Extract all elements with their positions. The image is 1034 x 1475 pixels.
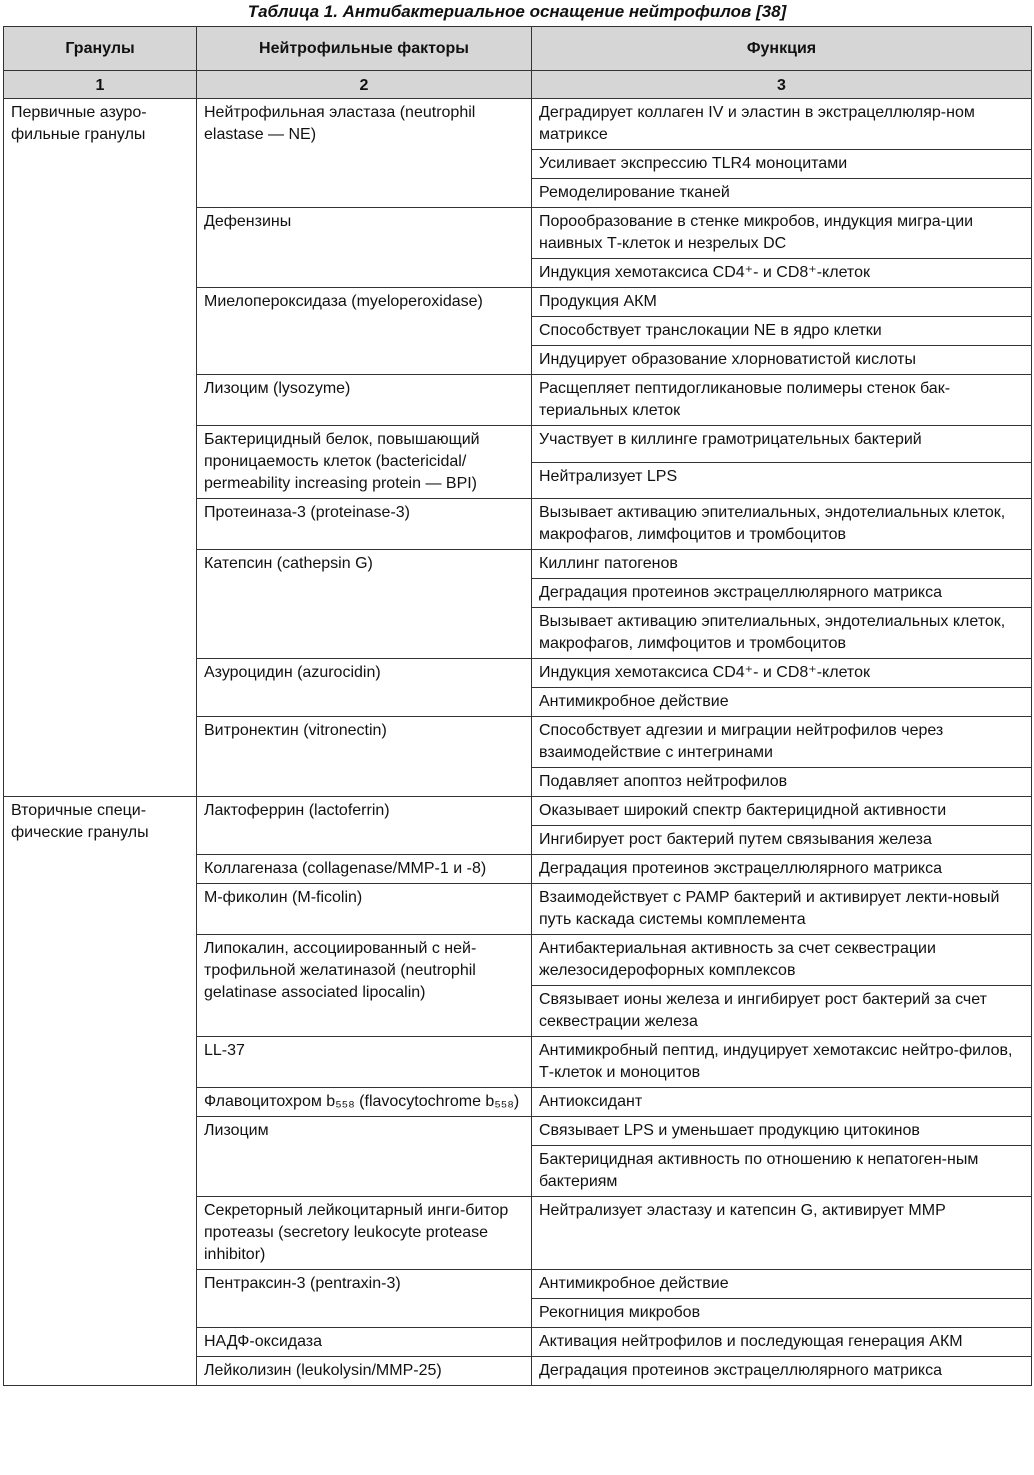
function-cell: Порообразование в стенке микробов, индукция мигра-ции наивных Т-клеток и незрелых DC — [532, 208, 1032, 259]
granule-type-cell: Вторичные специ-фические гранулы — [4, 797, 197, 1386]
function-cell: Киллинг патогенов — [532, 550, 1032, 579]
function-cell: Деградация протеинов экстрацеллюлярного матрикса — [532, 1357, 1032, 1386]
function-cell: Взаимодействует с PAMP бактерий и активирует лекти-новый путь каскада системы комплемента — [532, 884, 1032, 935]
factor-cell: Флавоцитохром b₅₅₈ (flavocytochrome b₅₅₈) — [197, 1088, 532, 1117]
function-cell: Рекогниция микробов — [532, 1299, 1032, 1328]
function-cell: Оказывает широкий спектр бактерицидной активности — [532, 797, 1032, 826]
function-cell: Активация нейтрофилов и последующая генерация АКМ — [532, 1328, 1032, 1357]
function-cell: Бактерицидная активность по отношению к непатоген-ным бактериям — [532, 1146, 1032, 1197]
header-granules: Гранулы — [4, 27, 197, 71]
function-cell: Продукция АКМ — [532, 288, 1032, 317]
function-cell: Деградация протеинов экстрацеллюлярного матрикса — [532, 855, 1032, 884]
function-cell: Вызывает активацию эпителиальных, эндотелиальных клеток, макрофагов, лимфоцитов и тромбоцитов — [532, 499, 1032, 550]
factor-cell: Липокалин, ассоциированный с ней-трофильной желатиназой (neutrophil gelatinase associated lipocalin) — [197, 935, 532, 1037]
function-cell: Подавляет апоптоз нейтрофилов — [532, 768, 1032, 797]
function-cell: Усиливает экспрессию TLR4 моноцитами — [532, 150, 1032, 179]
function-cell: Способствует адгезии и миграции нейтрофилов через взаимодействие с интегринами — [532, 717, 1032, 768]
table-row — [4, 797, 1032, 826]
table-row — [4, 99, 1032, 150]
function-cell: Индукция хемотаксиса CD4⁺- и CD8⁺-клеток — [532, 259, 1032, 288]
factor-cell: Катепсин (cathepsin G) — [197, 550, 532, 659]
factor-cell: Нейтрофильная эластаза (neutrophil elastase — NE) — [197, 99, 532, 208]
header-row — [4, 27, 1032, 71]
function-cell: Деградация протеинов экстрацеллюлярного матрикса — [532, 579, 1032, 608]
function-cell: Способствует транслокации NE в ядро клетки — [532, 317, 1032, 346]
function-cell: Антимикробное действие — [532, 688, 1032, 717]
function-cell: Нейтрализует эластазу и катепсин G, активирует MMP — [532, 1197, 1032, 1270]
factor-cell: Секреторный лейкоцитарный инги-битор протеазы (secretory leukocyte protease inhibitor) — [197, 1197, 532, 1270]
function-cell: Антимикробный пептид, индуцирует хемотаксис нейтро-филов, Т-клеток и моноцитов — [532, 1037, 1032, 1088]
table-caption: Таблица 1. Антибактериальное оснащение нейтрофилов [38] — [247, 2, 787, 21]
factor-cell: Витронектин (vitronectin) — [197, 717, 532, 797]
factor-cell: Дефензины — [197, 208, 532, 288]
function-cell: Антимикробное действие — [532, 1270, 1032, 1299]
antibacterial-table — [3, 26, 1032, 1386]
function-cell: Расщепляет пептидогликановые полимеры стенок бак-териальных клеток — [532, 375, 1032, 426]
column-number: 1 — [4, 71, 197, 99]
function-cell: Нейтрализует LPS — [532, 462, 1032, 499]
factor-cell: Миелопероксидаза (myeloperoxidase) — [197, 288, 532, 375]
factor-cell: М-фиколин (M-ficolin) — [197, 884, 532, 935]
header-function: Функция — [532, 27, 1032, 71]
function-cell: Связывает ионы железа и ингибирует рост бактерий за счет секвестрации железа — [532, 986, 1032, 1037]
factor-cell: LL-37 — [197, 1037, 532, 1088]
factor-cell: Бактерицидный белок, повышающий проницаемость клеток (bactericidal/ permeability increasing protein — BPI) — [197, 426, 532, 499]
function-cell: Вызывает активацию эпителиальных, эндотелиальных клеток, макрофагов, лимфоцитов и тромбоцитов — [532, 608, 1032, 659]
function-cell: Антибактериальная активность за счет секвестрации железосидерофорных комплексов — [532, 935, 1032, 986]
function-cell: Индуцирует образование хлорноватистой кислоты — [532, 346, 1032, 375]
function-cell: Связывает LPS и уменьшает продукцию цитокинов — [532, 1117, 1032, 1146]
factor-cell: Протеиназа-3 (proteinase-3) — [197, 499, 532, 550]
function-cell: Деградирует коллаген IV и эластин в экстрацеллюляр-ном матриксе — [532, 99, 1032, 150]
factor-cell: Лизоцим — [197, 1117, 532, 1197]
factor-cell: Лизоцим (lysozyme) — [197, 375, 532, 426]
function-cell: Ингибирует рост бактерий путем связывания железа — [532, 826, 1032, 855]
factor-cell: НАДФ-оксидаза — [197, 1328, 532, 1357]
function-cell: Ремоделирование тканей — [532, 179, 1032, 208]
column-number: 2 — [197, 71, 532, 99]
factor-cell: Пентраксин-3 (pentraxin-3) — [197, 1270, 532, 1328]
factor-cell: Коллагеназа (collagenase/MMP-1 и -8) — [197, 855, 532, 884]
granule-type-cell: Первичные азуро-фильные гранулы — [4, 99, 197, 797]
factor-cell: Лактоферрин (lactoferrin) — [197, 797, 532, 855]
table-body — [4, 99, 1032, 1386]
factor-cell: Азуроцидин (azurocidin) — [197, 659, 532, 717]
function-cell: Антиоксидант — [532, 1088, 1032, 1117]
column-number-row — [4, 71, 1032, 99]
header-factors: Нейтрофильные факторы — [197, 27, 532, 71]
function-cell: Индукция хемотаксиса CD4⁺- и CD8⁺-клеток — [532, 659, 1032, 688]
column-number: 3 — [532, 71, 1032, 99]
factor-cell: Лейколизин (leukolysin/MMP-25) — [197, 1357, 532, 1386]
function-cell: Участвует в киллинге грамотрицательных бактерий — [532, 426, 1032, 463]
